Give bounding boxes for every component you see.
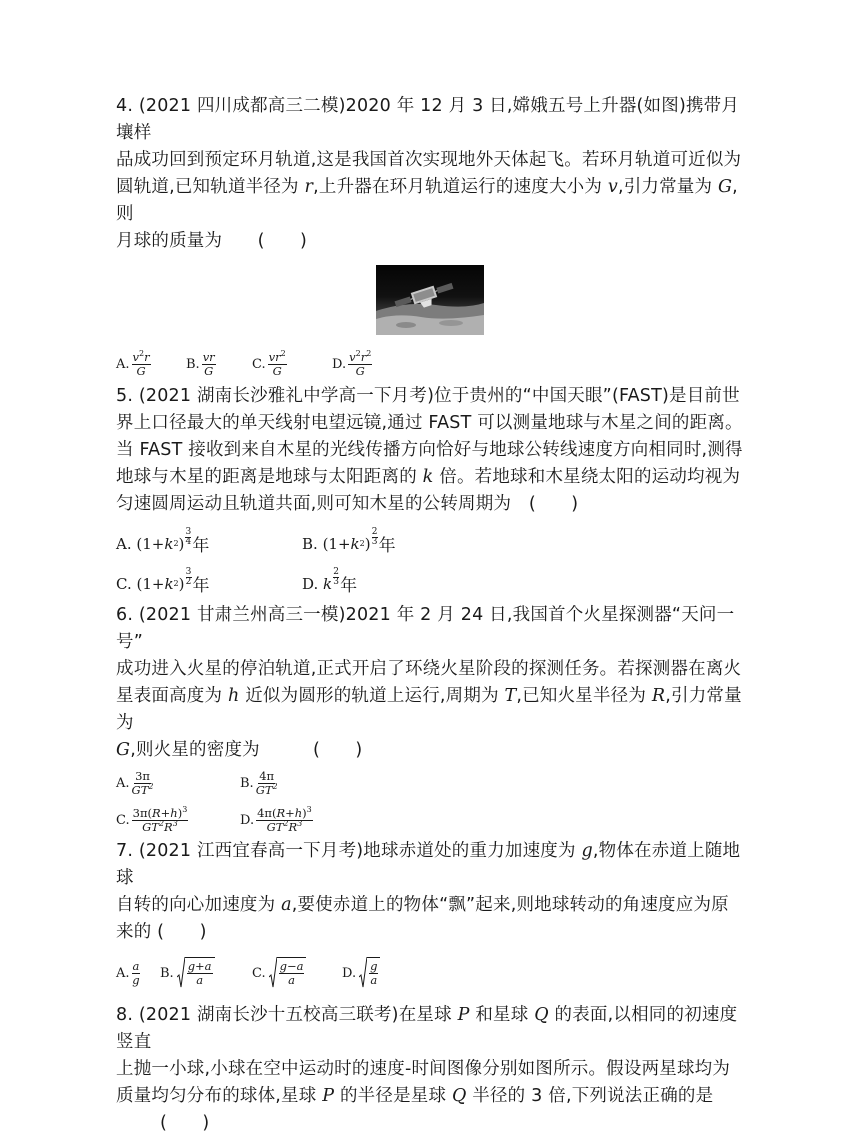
exponent: 3 4 <box>185 527 192 547</box>
q6-option-a[interactable] <box>116 770 240 797</box>
option-label: D. <box>302 574 319 593</box>
square-root: $\frac{g-a}{a}$ <box>269 957 307 989</box>
q8-line-1-c: 的表面,以相同的初速度竖直 <box>116 1005 738 1052</box>
lander-photo <box>376 265 484 335</box>
q4-line-3-a: 圆轨道,已知轨道半径为 <box>116 177 305 197</box>
question-8 <box>116 1002 746 1137</box>
question-4 <box>116 93 746 381</box>
q6-line-4 <box>116 737 746 764</box>
q7-line-1 <box>116 838 746 892</box>
q6-line-3-d: ,引力常量为 <box>116 686 742 733</box>
option-label: A. <box>116 775 130 791</box>
q7-line-2 <box>116 892 746 919</box>
q8-line-3-a: 质量均匀分布的球体,星球 <box>116 1086 323 1106</box>
var-G: G <box>116 740 131 760</box>
q5-line-4-a: 地球与木星的距离是地球与太阳距离的 <box>116 467 423 487</box>
q7-option-b[interactable] <box>160 957 252 989</box>
q4-line-2: 品成功回到预定环月轨道,这是我国首次实现地外天体起飞。若环月轨道可近似为 <box>116 150 742 170</box>
option-label: D. <box>342 965 357 981</box>
fraction: $\frac{4\pi(R+h)^3}{GT^2R^3}$ <box>257 804 312 834</box>
square-root: $\frac{g}{a}$ <box>359 957 380 989</box>
q5-option-c[interactable]: C. (1+ k 2 ) 3 2 年 <box>116 567 210 596</box>
q8-line-3-b: 的半径是星球 <box>334 1086 452 1106</box>
q7-line-3: 来的 ( ) <box>116 922 207 942</box>
var-v: v <box>607 177 618 197</box>
unit-year: 年 <box>340 576 358 596</box>
fraction: $\frac{vr^2}{G}$ <box>268 348 286 378</box>
var-g: g <box>581 841 593 861</box>
q6-line-3-a: 星表面高度为 <box>116 686 228 706</box>
var-G: G <box>717 177 733 197</box>
option-label: A. <box>116 534 132 553</box>
option-label: A. <box>116 965 130 981</box>
option-label: B. <box>302 534 318 553</box>
q6-options-row-1 <box>116 768 746 798</box>
q5-line-2: 界上口径最大的单天线射电望远镜,通过 FAST 可以测量地球与木星之间的距离。 <box>116 413 743 433</box>
q6-line-3-c: ,已知火星半径为 <box>516 686 652 706</box>
unit-year: 年 <box>192 576 210 596</box>
q5-line-3: 当 FAST 接收到来自木星的光线传播方向恰好与地球公转线速度方向相同时,测得 <box>116 440 743 460</box>
q7-option-d[interactable] <box>342 957 380 989</box>
q4-options <box>116 347 746 381</box>
document-page <box>116 93 746 1137</box>
q7-line-1-a: 7. (2021 江西宜春高一下月考)地球赤道处的重力加速度为 <box>116 841 582 861</box>
q4-option-a[interactable] <box>116 348 186 378</box>
fraction: $\frac{vr}{G}$ <box>202 349 215 378</box>
option-label: C. <box>116 574 132 593</box>
q7-line-1-b: ,物体在赤道上随地球 <box>116 841 741 888</box>
var-T: T <box>504 686 517 706</box>
var-a: a <box>281 895 292 915</box>
square-root: $\frac{g+a}{a}$ <box>177 957 215 989</box>
q4-option-d[interactable] <box>332 348 372 378</box>
var-P: P <box>322 1086 335 1106</box>
q6-line-2: 成功进入火星的停泊轨道,正式开启了环绕火星阶段的探测任务。若探测器在离火 <box>116 659 742 679</box>
option-label: C. <box>116 812 130 828</box>
q6-option-d[interactable] <box>240 804 313 834</box>
exponent: 2 3 <box>371 527 378 547</box>
q4-line-3-b: ,上升器在环月轨道运行的速度大小为 <box>313 177 608 197</box>
q4-line-3-d: ,则 <box>116 177 738 224</box>
question-7 <box>116 838 746 992</box>
var-R: R <box>651 686 666 706</box>
q5-line-5: 匀速圆周运动且轨道共面,则可知木星的公转周期为 ( ) <box>116 494 579 514</box>
q8-line-3-c: 半径的 3 倍,下列说法正确的是 <box>466 1086 714 1106</box>
q6-options-row-2 <box>116 804 746 836</box>
q5-options-row-1 <box>116 526 746 556</box>
var-Q: Q <box>451 1086 467 1106</box>
question-5 <box>116 383 746 596</box>
q4-option-c[interactable] <box>252 348 332 378</box>
q8-line-3 <box>116 1083 746 1110</box>
exponent: 2 3 <box>333 567 339 587</box>
fraction: $\frac{v^2r^2}{G}$ <box>349 348 372 378</box>
fraction: $\frac{v^2r}{G}$ <box>132 348 150 378</box>
q6-line-3 <box>116 683 746 737</box>
q7-option-a[interactable] <box>116 960 160 987</box>
q6-line-1: 6. (2021 甘肃兰州高三一模)2021 年 2 月 24 日,我国首个火星探测器“天问一号” <box>116 605 735 652</box>
var-k: k <box>422 467 434 487</box>
fraction: $\frac{3\pi}{GT^2}$ <box>131 768 154 797</box>
q5-line-4-b: 倍。若地球和木星绕太阳的运动均视为 <box>433 467 741 487</box>
q8-line-2: 上抛一小球,小球在空中运动时的速度-时间图像分别如图所示。假设两星球均为 <box>116 1059 731 1079</box>
q5-options-row-2 <box>116 566 746 596</box>
q7-options <box>116 954 746 992</box>
q4-line-3-c: ,引力常量为 <box>617 177 718 197</box>
fraction: $\frac{3\pi(R+h)^3}{GT^2R^3}$ <box>132 804 188 834</box>
q4-line-4: 月球的质量为 ( ) <box>116 231 308 251</box>
q8-line-1 <box>116 1002 746 1056</box>
option-label: C. <box>252 356 266 372</box>
var-P: P <box>457 1005 470 1025</box>
q6-option-c[interactable] <box>116 804 240 834</box>
q6-line-3-b: 近似为圆形的轨道上运行,周期为 <box>239 686 505 706</box>
q5-option-d[interactable]: D. k 2 3 年 <box>302 567 358 596</box>
question-6 <box>116 602 746 836</box>
q8-line-1-b: 和星球 <box>469 1005 535 1025</box>
var-Q: Q <box>534 1005 549 1025</box>
q6-line-4-b: ,则火星的密度为 ( ) <box>130 740 363 760</box>
q7-option-c[interactable] <box>252 957 342 989</box>
q7-line-2-b: ,要使赤道上的物体“飘”起来,则地球转动的角速度应为原 <box>291 895 729 915</box>
option-label: B. <box>186 356 200 372</box>
option-label: D. <box>240 812 255 828</box>
fraction: $\frac{a}{g}$ <box>132 958 140 987</box>
option-label: B. <box>160 965 174 981</box>
unit-year: 年 <box>192 536 210 556</box>
option-label: C. <box>252 965 266 981</box>
var-h: h <box>227 686 240 706</box>
option-label: B. <box>240 775 254 791</box>
q6-option-b[interactable] <box>240 770 278 797</box>
q8-line-1-a: 8. (2021 湖南长沙十五校高三联考)在星球 <box>116 1005 458 1025</box>
option-label: A. <box>116 356 130 372</box>
q5-line-4 <box>116 464 746 491</box>
q5-option-a[interactable]: A. (1+ k 2 ) 3 4 年 <box>116 527 210 556</box>
q5-line-1: 5. (2021 湖南长沙雅礼中学高一下月考)位于贵州的“中国天眼”(FAST)是目前世 <box>116 386 740 406</box>
q5-option-b[interactable]: B. (1+ k 2 ) 2 3 年 <box>302 527 396 556</box>
q4-line-1: 4. (2021 四川成都高三二模)2020 年 12 月 3 日,嫦娥五号上升器(如图)携带月壤样 <box>116 96 740 143</box>
var-r: r <box>304 177 314 197</box>
unit-year: 年 <box>378 536 396 556</box>
q7-line-2-a: 自转的向心加速度为 <box>116 895 282 915</box>
option-label: D. <box>332 356 347 372</box>
q4-option-b[interactable] <box>186 351 252 378</box>
exponent: 3 2 <box>185 567 192 587</box>
q8-line-4: ( ) <box>160 1113 210 1133</box>
fraction: $\frac{4\pi}{GT^2}$ <box>255 768 278 797</box>
q4-line-3 <box>116 174 746 228</box>
